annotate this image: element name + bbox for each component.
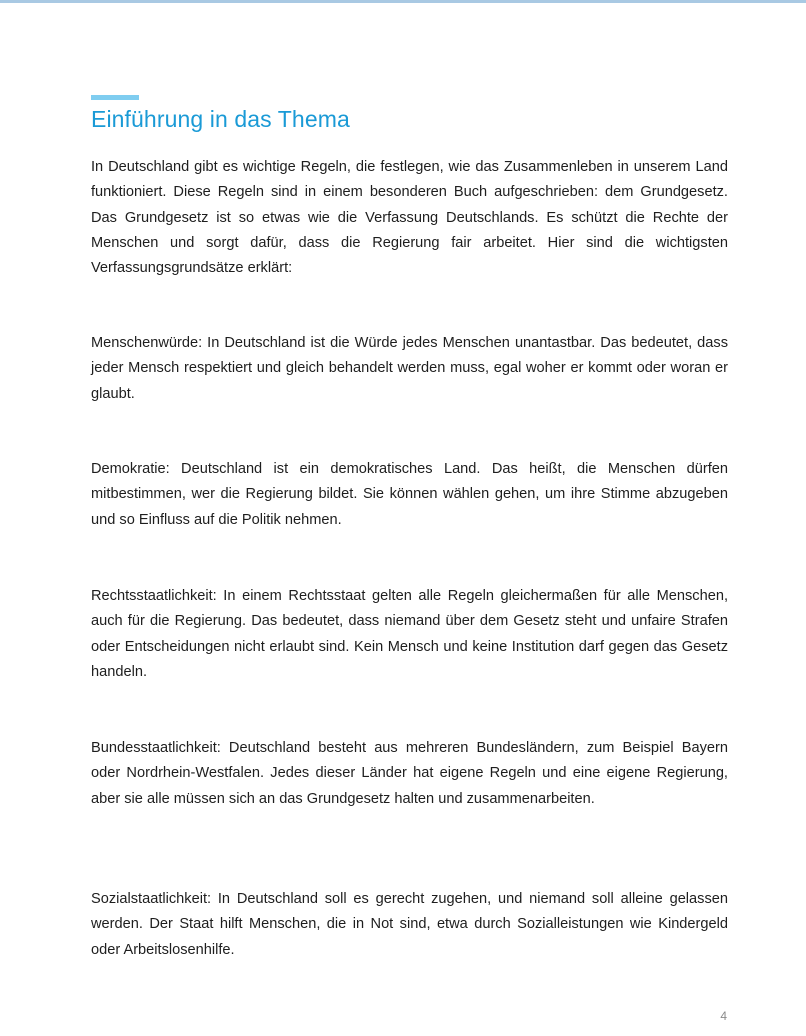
top-rule	[0, 0, 806, 3]
section-demokratie: Demokratie: Deutschland ist ein demokratisches Land. Das heißt, die Menschen dürfen mitbestimmen, wer die Regierung bildet. Sie können wählen gehen, um ihre Stimme abzugeben und so Einfluss auf die Politik nehmen.	[91, 461, 728, 528]
section-menschenwuerde: Menschenwürde: In Deutschland ist die Würde jedes Menschen unantastbar. Das bedeutet, dass jeder Mensch respektiert und gleich behandelt werden muss, egal woher er kommt oder woran er glaubt.	[91, 335, 728, 402]
page-number: 4	[720, 1009, 727, 1023]
section-rechtsstaatlichkeit: Rechtsstaatlichkeit: In einem Rechtsstaat gelten alle Regeln gleichermaßen für alle Menschen, auch für die Regierung. Das bedeutet, dass niemand über dem Gesetz steht und unfaire Strafen oder Entscheidungen nicht erlaubt sind. Kein Mensch und keine Institution darf gegen das Gesetz handeln.	[91, 588, 728, 680]
page-title: Einführung in das Thema	[91, 106, 350, 132]
intro-paragraph: In Deutschland gibt es wichtige Regeln, die festlegen, wie das Zusammenleben in unserem Land funktioniert. Diese Regeln sind in einem besonderen Buch aufgeschrieben: dem Grundgesetz. Das Grundgesetz ist so etwas wie die Verfassung Deutschlands. Es schützt die Rechte der Menschen und sorgt dafür, dass die Regierung fair arbeitet. Hier sind die wichtigsten Verfassungsgrundsätze erklärt:	[91, 159, 728, 277]
heading-accent-bar	[91, 95, 139, 100]
section-bundesstaatlichkeit: Bundesstaatlichkeit: Deutschland besteht aus mehreren Bundesländern, zum Beispiel Bayern oder Nordrhein-Westfalen. Jedes dieser Länder hat eigene Regeln und eine eigene Regierung, aber sie alle müssen sich an das Grundgesetz halten und zusammenarbeiten.	[91, 740, 728, 807]
section-sozialstaatlichkeit: Sozialstaatlichkeit: In Deutschland soll es gerecht zugehen, und niemand soll alleine gelassen werden. Der Staat hilft Menschen, die in Not sind, etwa durch Sozialleistungen wie Kindergeld oder Arbeitslosenhilfe.	[91, 891, 728, 958]
